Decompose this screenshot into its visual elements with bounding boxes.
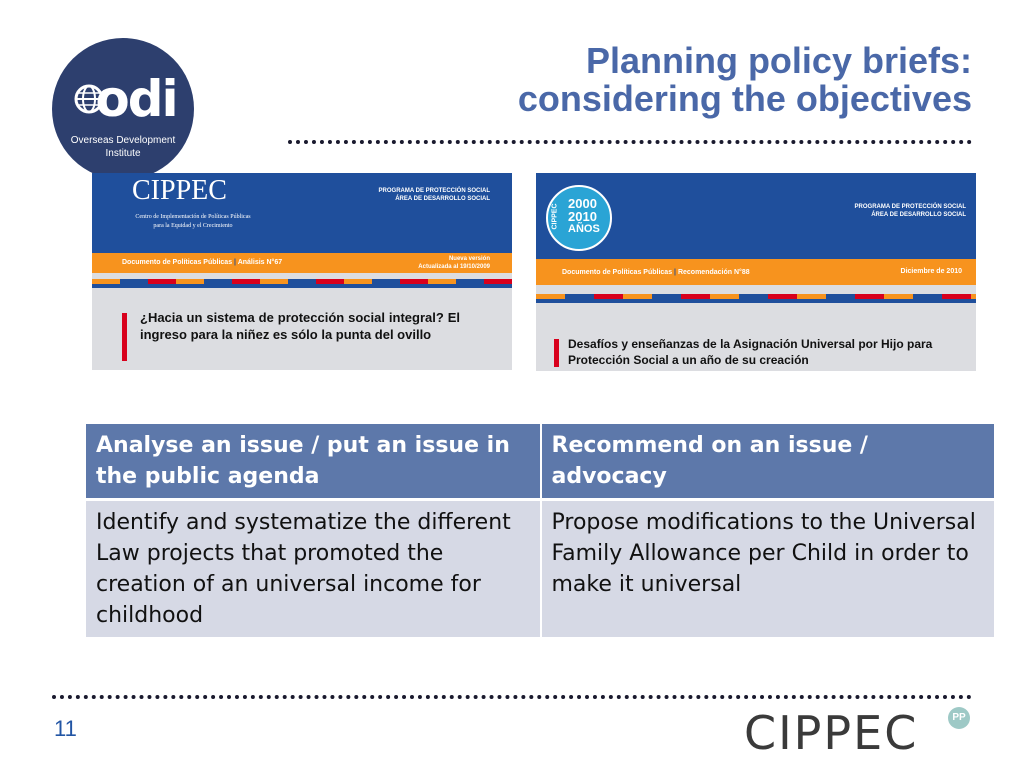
doc-title-marker bbox=[554, 339, 559, 367]
table-cell-recommend: Propose modifications to the Universal Family Allowance per Child in order to make it universal bbox=[541, 500, 996, 638]
slide-title bbox=[518, 42, 972, 118]
pp-badge-icon: PP bbox=[948, 707, 970, 729]
doc-brand-sub-line1: Centro de Implementación de Políticas Públicas bbox=[135, 214, 251, 220]
objectives-table bbox=[86, 424, 996, 637]
odi-logo bbox=[52, 38, 194, 180]
logo-subtitle-line2: Institute bbox=[105, 148, 141, 159]
doc-series-a: Documento de Políticas Públicas bbox=[122, 259, 233, 266]
doc-program-line1: PROGRAMA DE PROTECCIÓN SOCIAL bbox=[854, 204, 966, 210]
table-row bbox=[86, 500, 995, 638]
doc-series-bar bbox=[92, 253, 512, 273]
table-header-recommend: Recommend on an issue / advocacy bbox=[541, 424, 996, 500]
slide-title-line1: Planning policy briefs: bbox=[585, 40, 972, 81]
anniversary-badge bbox=[546, 185, 612, 251]
doc-program-line2: ÁREA DE DESARROLLO SOCIAL bbox=[871, 212, 966, 218]
doc-series-label bbox=[122, 259, 282, 266]
logo-subtitle-line1: Overseas Development bbox=[70, 135, 176, 146]
slide-title-line2: considering the objectives bbox=[517, 78, 972, 119]
page-number: 11 bbox=[54, 716, 77, 741]
doc-version-line1: Nueva versión bbox=[448, 256, 490, 262]
doc-rule bbox=[536, 299, 976, 303]
doc-date: Diciembre de 2010 bbox=[900, 268, 962, 275]
bottom-divider bbox=[52, 695, 972, 699]
doc-program-line2: ÁREA DE DESARROLLO SOCIAL bbox=[395, 196, 490, 202]
doc-header bbox=[536, 173, 976, 259]
doc-program-line1: PROGRAMA DE PROTECCIÓN SOCIAL bbox=[378, 188, 490, 194]
doc-brand: CIPPEC bbox=[132, 175, 227, 206]
doc-series-sep: | bbox=[674, 269, 677, 276]
doc-program bbox=[379, 187, 490, 203]
doc-version-line2: Actualizada al 19/10/2009 bbox=[418, 264, 490, 270]
doc-series-b: Análisis N°67 bbox=[237, 259, 283, 266]
doc-rule bbox=[92, 284, 512, 288]
logo-word: odi bbox=[95, 70, 177, 128]
top-divider bbox=[288, 140, 972, 144]
doc-title: Desafíos y enseñanzas de la Asignación Universal por Hijo para Protección Social a un año de su creación bbox=[568, 337, 933, 367]
table-cell-analyse: Identify and systematize the different Law projects that promoted the creation of an universal income for childhood bbox=[86, 500, 541, 638]
cippec-footer-logo: CIPPEC bbox=[744, 706, 919, 760]
doc-title-marker bbox=[122, 313, 127, 361]
document-thumbnail-left bbox=[92, 173, 512, 370]
doc-header bbox=[92, 173, 512, 253]
doc-series-a: Documento de Políticas Públicas bbox=[562, 269, 673, 276]
doc-brand-sub-line2: para la Equidad y el Crecimiento bbox=[153, 223, 233, 229]
badge-mid: 2010 bbox=[568, 209, 597, 224]
badge-top: 2000 bbox=[568, 196, 597, 211]
doc-program bbox=[855, 203, 966, 219]
doc-series-bar bbox=[536, 259, 976, 285]
badge-side: CIPPEC bbox=[551, 203, 559, 230]
doc-series-label bbox=[562, 269, 750, 276]
badge-bottom: AÑOS bbox=[568, 223, 600, 235]
document-thumbnail-right bbox=[536, 173, 976, 371]
doc-version bbox=[418, 255, 490, 271]
doc-series-sep: | bbox=[234, 259, 237, 266]
table-header-row bbox=[86, 424, 995, 500]
doc-series-b: Recomendación N°88 bbox=[677, 269, 750, 276]
doc-brand-sub bbox=[118, 213, 268, 231]
logo-subtitle bbox=[52, 134, 194, 160]
table-header-analyse: Analyse an issue / put an issue in the public agenda bbox=[86, 424, 541, 500]
doc-title: ¿Hacia un sistema de protección social integral? El ingreso para la niñez es sólo la punta del ovillo bbox=[140, 310, 460, 342]
